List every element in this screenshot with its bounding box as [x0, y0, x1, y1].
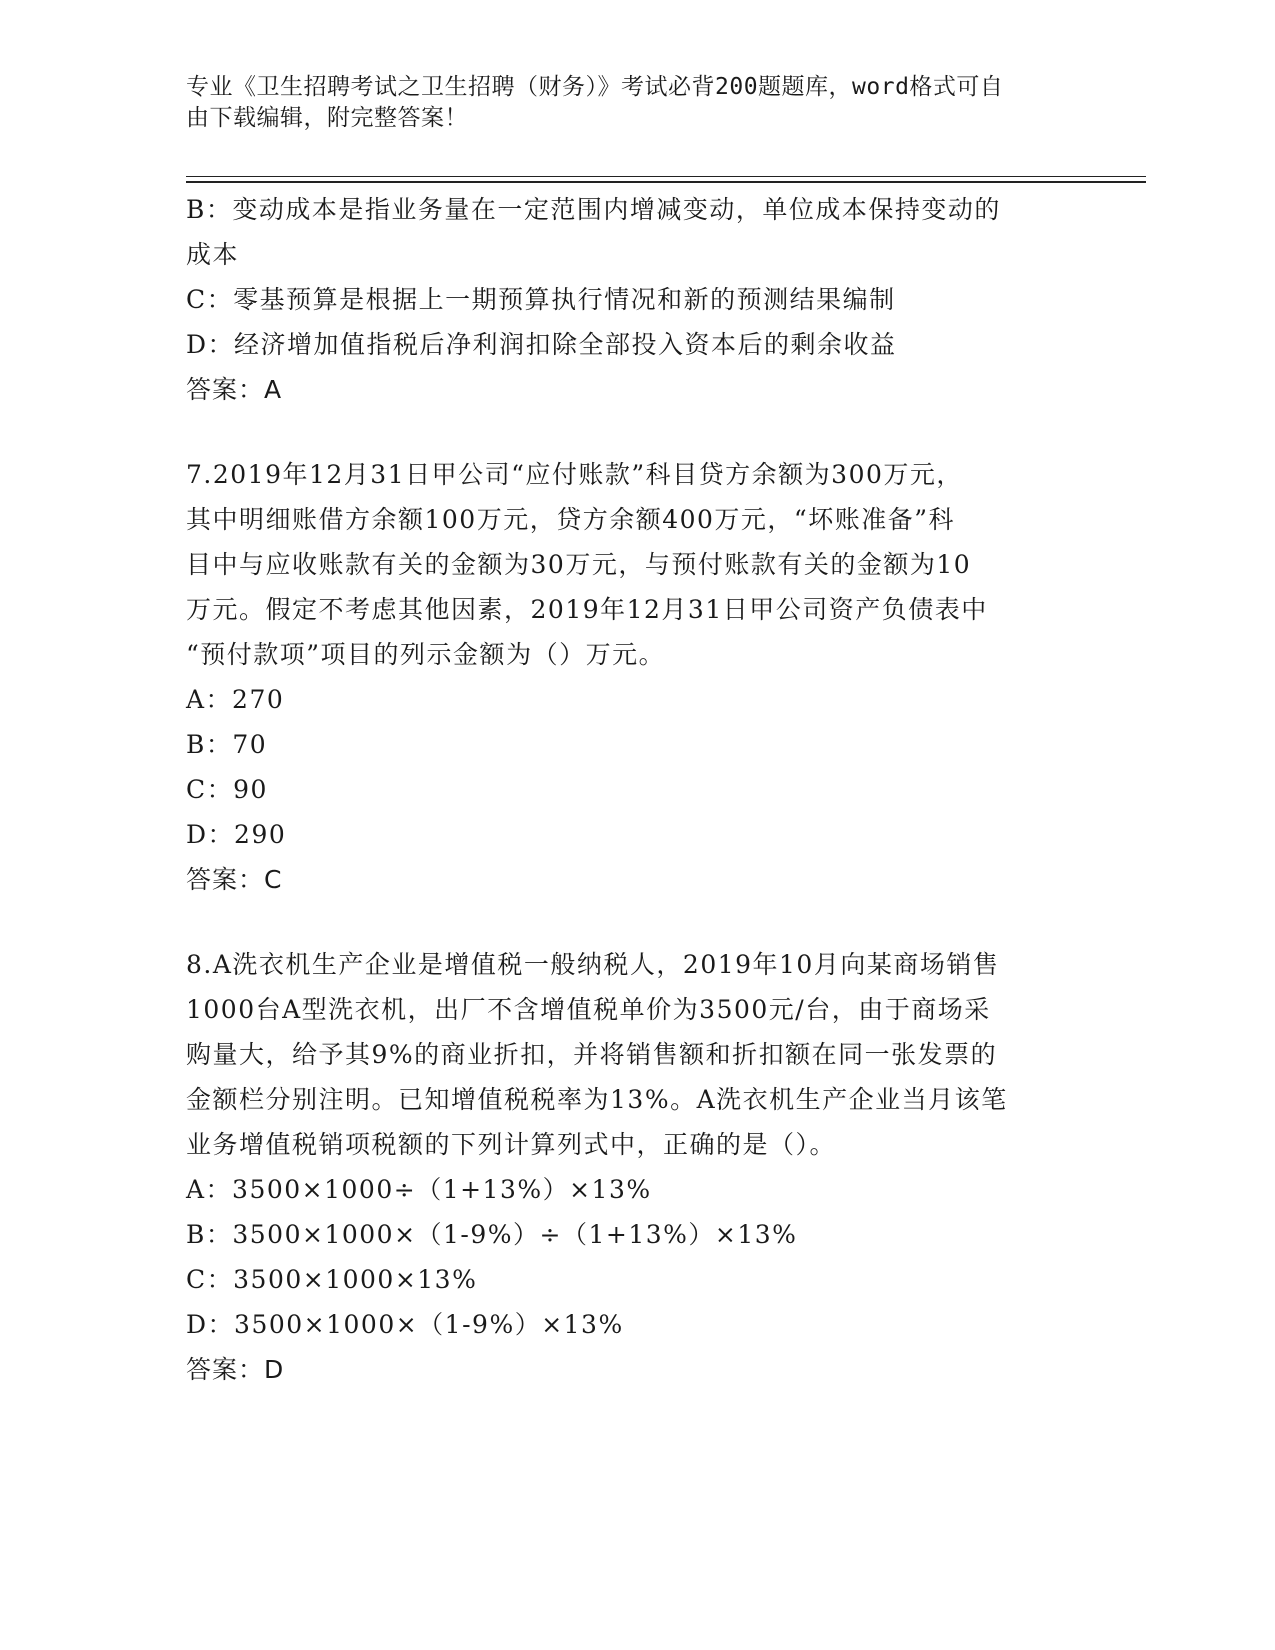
- header-divider-top: [186, 176, 1146, 177]
- option-a: A：3500×1000÷（1+13%）×13%: [186, 1175, 652, 1204]
- question-stem-line: 业务增值税销项税额的下列计算列式中，正确的是（）。: [186, 1130, 837, 1159]
- question-stem-line: “预付款项”项目的列示金额为（）万元。: [186, 640, 666, 669]
- option-c: C：3500×1000×13%: [186, 1265, 478, 1294]
- answer-line: 答案：A: [186, 375, 283, 404]
- header-line-1: 专业《卫生招聘考试之卫生招聘（财务）》考试必背200题题库，word格式可自: [186, 74, 1004, 100]
- answer-line: 答案：C: [186, 865, 283, 894]
- header-divider-bottom: [186, 181, 1146, 183]
- question-7: [186, 452, 1081, 902]
- option-d: D：290: [186, 820, 287, 849]
- question-stem-line: 8.A洗衣机生产企业是增值税一般纳税人，2019年10月向某商场销售: [186, 950, 1000, 979]
- option-b: B：70: [186, 730, 268, 759]
- option-d: D：3500×1000×（1-9%）×13%: [186, 1310, 624, 1339]
- question-8: [186, 942, 1081, 1392]
- option-d: D：经济增加值指税后净利润扣除全部投入资本后的剩余收益: [186, 330, 897, 359]
- question-stem-line: 目中与应收账款有关的金额为30万元，与预付账款有关的金额为10: [186, 550, 972, 579]
- question-stem-line: 购量大，给予其9%的商业折扣，并将销售额和折扣额在同一张发票的: [186, 1040, 998, 1069]
- question-stem-line: 万元。假定不考虑其他因素，2019年12月31日甲公司资产负债表中: [186, 595, 988, 624]
- question-stem-line: 金额栏分别注明。已知增值税税率为13%。A洗衣机生产企业当月该笔: [186, 1085, 1008, 1114]
- header-line-2: 由下载编辑，附完整答案！: [186, 105, 468, 131]
- option-c: C：90: [186, 775, 268, 804]
- document-header: [186, 72, 1066, 134]
- option-b-line-2: 成本: [186, 240, 240, 269]
- question-stem-line: 7.2019年12月31日甲公司“应付账款”科目贷方余额为300万元，: [186, 460, 963, 489]
- answer-line: 答案：D: [186, 1355, 285, 1384]
- option-c: C：零基预算是根据上一期预算执行情况和新的预测结果编制: [186, 285, 896, 314]
- option-b-line-1: B：变动成本是指业务量在一定范围内增减变动，单位成本保持变动的: [186, 195, 1001, 224]
- question-gap: [186, 902, 1081, 942]
- option-a: A：270: [186, 685, 285, 714]
- question-stem-line: 1000台A型洗衣机，出厂不含增值税单价为3500元/台，由于商场采: [186, 995, 991, 1024]
- option-b: B：3500×1000×（1-9%）÷（1+13%）×13%: [186, 1220, 798, 1249]
- question-body: [186, 187, 1081, 1392]
- question-6-tail: [186, 187, 1081, 412]
- question-stem-line: 其中明细账借方余额100万元，贷方余额400万元，“坏账准备”科: [186, 505, 955, 534]
- question-gap: [186, 412, 1081, 452]
